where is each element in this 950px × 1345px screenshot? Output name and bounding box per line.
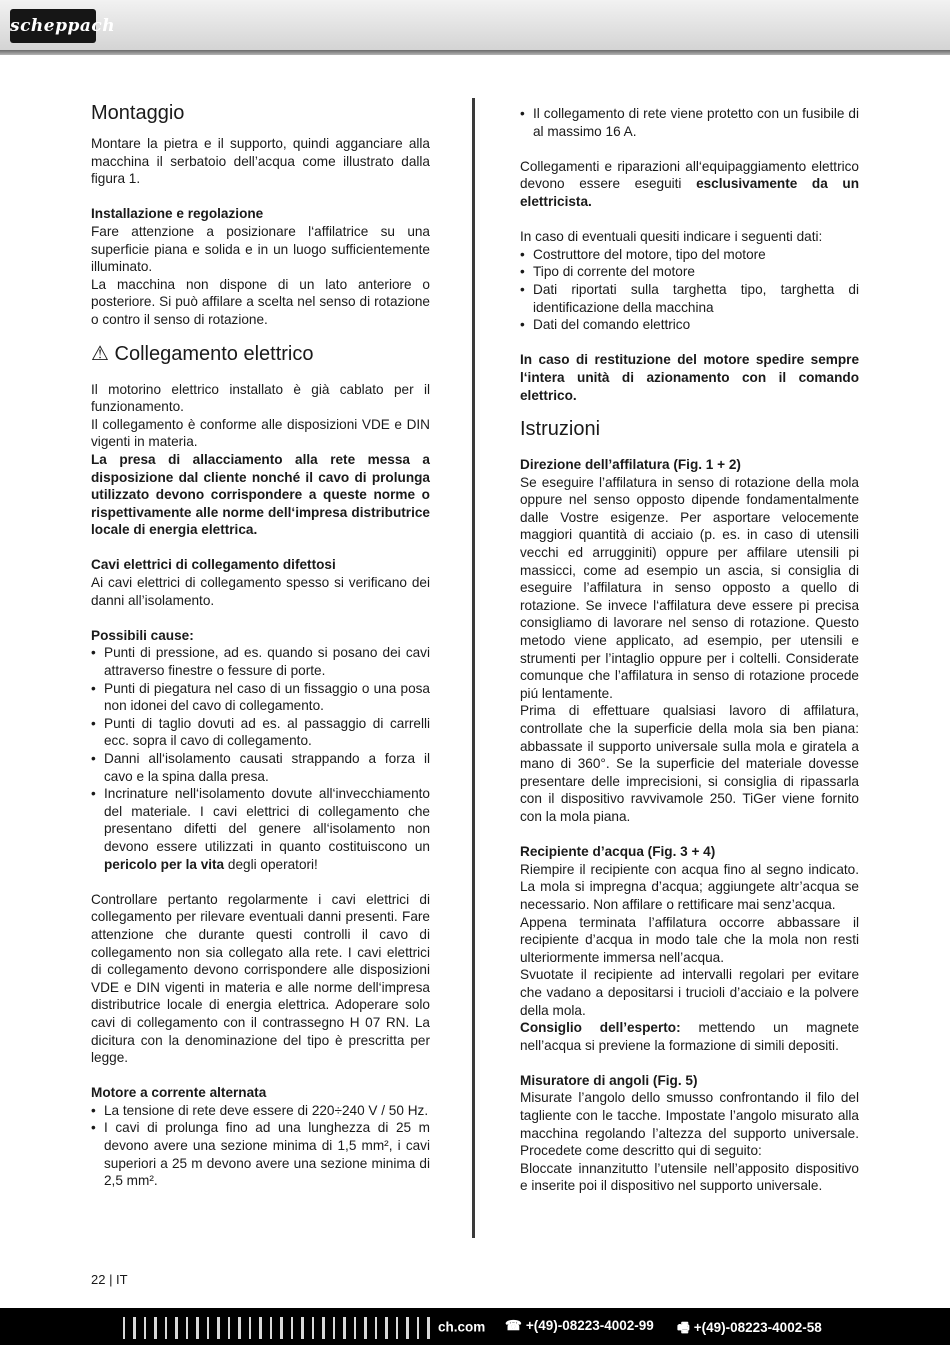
restituzione-text: In caso di restituzione del motore spedire sempre l‘intera unità di azionamento con il comando elettrico. bbox=[520, 352, 859, 403]
montaggio-text: Montare la pietra e il supporto, quindi agganciare alla macchina il serbatoio dell’acqua come illustrato dalla figura 1. bbox=[91, 136, 430, 187]
right-column bbox=[520, 105, 859, 1195]
cause-last-emphasis: pericolo per la vita bbox=[104, 856, 225, 872]
direzione-paragraph-1: Se eseguire l’affilatura in senso di rotazione della mola oppure nel senso opposto dipende fondamentalmente dalle Vostre esigenze. Per asportare velocemente maggiori quantità di acciaio (p. es. in caso di utensili vecchi ed arrugginiti) oppure per affilare utensili pi massicci, come ad esempio un ascia, si consiglia di eseguire l’affilatura in senso opposto a quello di rotazione. Se invece l‘affilatura deve essere pi precisa consigliamo di lavorare nel senso di rotazione. Questo metodo viene applicato, ad esempio, per utensili e strumenti per l’intaglio oppure per i coltelli. Considerate comunque che l’affilatura in senso di rotazione procede piú lentamente. bbox=[520, 474, 859, 701]
misuratore-paragraph-2: Bloccate innanzitutto l’utensile nell’apposito dispositivo e inserite poi il dispositivo nel supporto universale. bbox=[520, 1160, 859, 1194]
istruzioni-heading: Istruzioni bbox=[520, 418, 601, 441]
direzione-paragraph-2: Prima di effettuare qualsiasi lavoro di affilatura, controllate che la superficie della mola sia ben piana: abbassate il supporto universale sulla mola e giratela a mano di 360°. Se la superficie del materiale dovesse presentare delle imprecisioni, si consiglia di ripassarla con il dispositivo ravvivamole 250. TiGer viene fornito con la mola piana. bbox=[520, 703, 859, 824]
fuse-list bbox=[520, 105, 859, 140]
cavi-heading: Cavi elettrici di collegamento difettosi bbox=[91, 557, 336, 573]
list-item: • Tipo di corrente del motore bbox=[520, 263, 859, 281]
list-item: • Danni all‘isolamento causati strappando a forza il cavo e la spina dalla presa. bbox=[91, 750, 430, 785]
footer-fax bbox=[677, 1318, 822, 1341]
list-item: • I cavi di prolunga fino ad una lunghezza di 25 m devono avere una sezione minima di 1,5 mm², i cavi superiori a 25 m devono avere una sezione minima di 2,5 mm². bbox=[91, 1119, 430, 1189]
installazione-heading: Installazione e regolazione bbox=[91, 206, 264, 222]
list-item: • Punti di taglio dovuti ad es. al passaggio di carrelli ecc. sopra il cavo di collegamento. bbox=[91, 715, 430, 750]
list-item bbox=[91, 785, 430, 873]
consiglio-text: mettendo un magnete nell’acqua si previene la formazione di simili depositi. bbox=[520, 1020, 859, 1053]
repair-emphasis: esclusivamente da un elettricista. bbox=[520, 176, 859, 209]
quesiti-list bbox=[520, 246, 859, 334]
header-rule bbox=[0, 50, 950, 55]
recipiente-heading: Recipiente d’acqua (Fig. 3 + 4) bbox=[520, 844, 716, 860]
consiglio-paragraph bbox=[520, 1019, 859, 1054]
fax-icon: 🖷 bbox=[677, 1320, 690, 1335]
installazione-paragraph-1: Fare attenzione a posizionare l‘affilatrice su una superficie piana e solida e in un luogo sufficientemente illuminato. bbox=[91, 223, 430, 275]
cause-list bbox=[91, 644, 430, 873]
column-divider bbox=[472, 98, 475, 1238]
collegamento-paragraph-2: Il collegamento è conforme alle disposizioni VDE e DIN vigenti in materia. bbox=[91, 416, 430, 450]
list-item: • La tensione di rete deve essere di 220÷240 V / 50 Hz. bbox=[91, 1102, 430, 1120]
motore-heading: Motore a corrente alternata bbox=[91, 1085, 267, 1101]
footer-website[interactable] bbox=[115, 1317, 495, 1339]
footer-bar bbox=[0, 1308, 950, 1345]
motore-list bbox=[91, 1102, 430, 1190]
cavi-text: Ai cavi elettrici di collegamento spesso si verificano dei danni all’isolamento. bbox=[91, 575, 430, 608]
direzione-heading: Direzione dell’affilatura (Fig. 1 + 2) bbox=[520, 457, 741, 473]
list-item: • Punti di piegatura nel caso di un fissaggio o una posa non idonei del cavo di collegamento. bbox=[91, 680, 430, 715]
fax-number: +(49)-08223-4002-58 bbox=[693, 1320, 822, 1335]
collegamento-warning-text: La presa di allacciamento alla rete messa a disposizione dal cliente nonché il cavo di prolunga utilizzato devono corrispondere a queste norme o rispettivamente alle norme dell‘impresa distributrice locale di energia elettrica. bbox=[91, 451, 430, 538]
collegamento-paragraph-1: Il motorino elettrico installato è già cablato per il funzionamento. bbox=[91, 381, 430, 415]
collegamento-heading bbox=[91, 341, 430, 367]
montaggio-heading: Montaggio bbox=[91, 102, 185, 124]
recipiente-paragraph-2: Appena terminata l’affilatura occorre abbassare il recipiente d’acqua in modo tale che la mola non resti ulteriormente immersa nell’acqua. bbox=[520, 914, 859, 965]
repair-text: Collegamenti e riparazioni all‘equipaggiamento elettrico devono essere eseguiti bbox=[520, 158, 859, 192]
list-item: • Il collegamento di rete viene protetto con un fusibile di al massimo 16 A. bbox=[520, 105, 859, 140]
controllare-paragraph: Controllare pertanto regolarmente i cavi elettrici di collegamento per rilevare eventuali danni presenti. Fare attenzione che durante questi controlli il cavo di collegamento non sia collegato alla rete. I cavi elettrici di collegamento devono corrispondere alle disposizioni VDE e DIN vigenti in materia e alle norme dell‘impresa distributrice locale di energia elettrica. Adoperare solo cavi di collegamento con il contrassegno H 07 RN. La dicitura con la denominazione del tipo è prescritta per legge. bbox=[91, 891, 430, 1066]
phone-number: +(49)-08223-4002-99 bbox=[525, 1318, 654, 1333]
warning-icon: ⚠ bbox=[91, 342, 109, 365]
scheppach-logo: scheppach bbox=[10, 9, 96, 43]
list-item: • Punti di pressione, ad es. quando si posano dei cavi attraverso finestre o fessure di porte. bbox=[91, 644, 430, 679]
cause-heading: Possibili cause: bbox=[91, 627, 194, 643]
recipiente-paragraph-1: Riempire il recipiente con acqua fino al segno indicato. La mola si impregna d’acqua; aggiungete altr’acqua se necessario. Non affilare o rettificare mai senz’acqua. bbox=[520, 861, 859, 912]
footer-phone bbox=[505, 1318, 654, 1334]
collegamento-title: Collegamento elettrico bbox=[114, 342, 314, 365]
list-item: • Dati del comando elettrico bbox=[520, 316, 859, 334]
quesiti-intro: In caso di eventuali quesiti indicare i seguenti dati: bbox=[520, 229, 823, 245]
installazione-paragraph-2: La macchina non dispone di un lato anteriore o posteriore. Si può affilare a scelta nel senso di rotazione o contro il senso di rotazione. bbox=[91, 276, 430, 327]
repair-paragraph bbox=[520, 158, 859, 211]
page-number: 22 | IT bbox=[91, 1272, 128, 1287]
footer-url-text: ch.com bbox=[438, 1319, 486, 1335]
left-column bbox=[91, 100, 430, 1190]
list-item: • Costruttore del motore, tipo del motore bbox=[520, 246, 859, 264]
cause-last-text: Incrinature nell‘isolamento dovute all‘invecchiamento del materiale. I cavi elettrici di collegamento che presentano difetti del genere all‘isolamento non devono essere utilizzati in quanto costituiscono un bbox=[104, 786, 430, 854]
phone-icon: ☎ bbox=[505, 1318, 522, 1333]
recipiente-paragraph-3: Svuotate il recipiente ad intervalli regolari per evitare che vadano a depositarsi i trucioli d’acciaio e la polvere della mola. bbox=[520, 967, 859, 1018]
cause-last-end: degli operatori! bbox=[224, 856, 318, 872]
misuratore-heading: Misuratore di angoli (Fig. 5) bbox=[520, 1072, 698, 1088]
consiglio-label: Consiglio dell’esperto: bbox=[520, 1020, 681, 1036]
header-band bbox=[0, 0, 950, 50]
list-item: • Dati riportati sulla targhetta tipo, targhetta di identificazione della macchina bbox=[520, 281, 859, 316]
misuratore-paragraph-1: Misurate l’angolo dello smusso confrontando il filo del tagliente con le tacche. Impostate l’angolo misurato alla macchina regolando l’altezza del supporto universale. Procedete come descritto qui di seguito: bbox=[520, 1090, 859, 1159]
garbled-url-glyphs bbox=[115, 1317, 438, 1339]
